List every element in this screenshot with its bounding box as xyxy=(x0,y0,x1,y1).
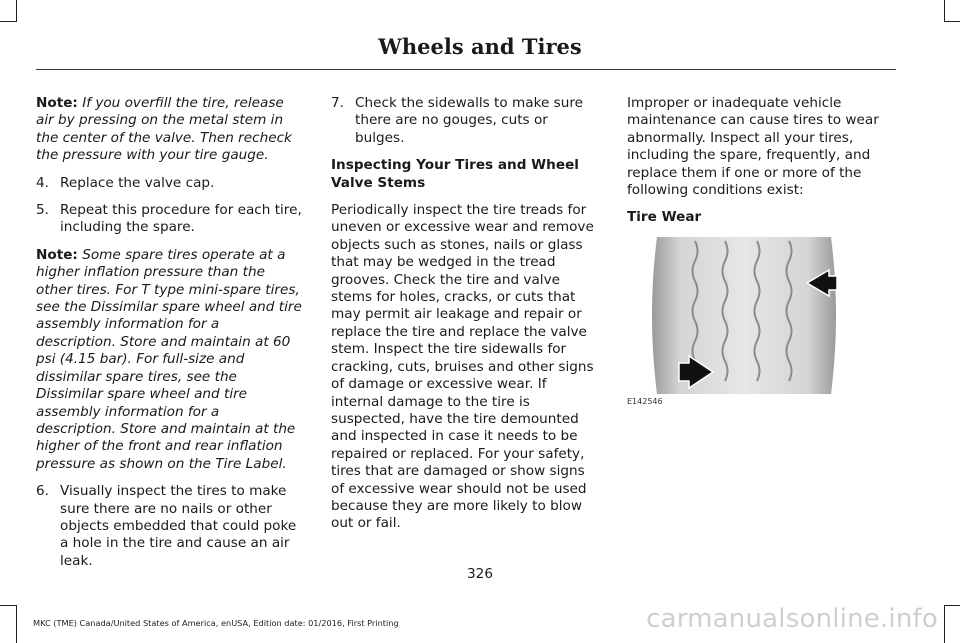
crop-mark xyxy=(0,605,17,606)
crop-mark xyxy=(944,605,945,643)
list-text: Visually inspect the tires to make sure there are no nails or other objects embedded that could poke a hole in the tire and cause an air leak. xyxy=(60,483,297,569)
list-item xyxy=(36,175,302,192)
section-heading: Tire Wear xyxy=(627,209,702,226)
list-text: Check the sidewalls to make sure there are no gouges, cuts or bulges. xyxy=(355,95,583,146)
body-paragraph: Periodically inspect the tire treads for uneven or excessive wear and remove objects such as stones, nails or glass that may be wedged in the tread grooves. Check the tire and valve stems for holes, cracks, or cuts that may permit air leakage and repair or replace the tire and replace the valve stem. Inspect the tire sidewalls for cracking, cuts, bruises and other signs of damage or excessive wear. If internal damage to the tire is suspected, have the tire demounted and inspected in case it needs to be repaired or replaced. For your safety, tires that are damaged or show signs of excessive wear should not be used because they are more likely to blow out or fail. xyxy=(331,202,594,532)
list-item xyxy=(331,95,601,147)
crop-mark xyxy=(0,21,17,22)
page-title: Wheels and Tires xyxy=(378,34,582,59)
crop-mark xyxy=(944,605,960,606)
column-3 xyxy=(627,95,889,237)
list-number: 7. xyxy=(331,95,344,111)
body-paragraph: Improper or inadequate vehicle maintenance can cause tires to wear abnormally. Inspect all your tires, including the spare, frequently, and replace them if one or more of the following conditions exist: xyxy=(627,95,879,199)
column-1 xyxy=(36,95,302,580)
crop-mark xyxy=(944,0,945,22)
list-text: Repeat this procedure for each tire, including the spare. xyxy=(60,202,302,236)
crop-mark xyxy=(16,0,17,22)
list-number: 6. xyxy=(36,483,49,500)
footer-text: MKC (TME) Canada/United States of America, enUSA, Edition date: 01/2016, First Printing xyxy=(33,618,399,628)
note-2 xyxy=(36,247,302,473)
note-label: Note: xyxy=(36,95,78,111)
note-label: Note: xyxy=(36,246,78,263)
list-item xyxy=(36,202,302,237)
header-divider xyxy=(36,69,896,70)
page-number: 326 xyxy=(467,566,493,582)
note-1 xyxy=(36,95,302,165)
watermark: carmanualsonline.info xyxy=(646,604,938,634)
section-heading: Inspecting Your Tires and Wheel Valve Stems xyxy=(331,157,579,191)
list-number: 5. xyxy=(36,202,49,219)
list-number: 4. xyxy=(36,174,49,191)
list-text: Replace the valve cap. xyxy=(60,174,215,191)
list-item xyxy=(36,483,302,570)
column-2 xyxy=(331,95,601,543)
crop-mark xyxy=(16,605,17,643)
note-text: If you overfill the tire, release air by pressing on the metal stem in the center of the valve. Then recheck the pressure with your tire gauge. xyxy=(36,95,292,164)
figure-label: E142546 xyxy=(627,397,663,406)
crop-mark xyxy=(944,21,960,22)
tire-wear-illustration xyxy=(647,237,841,394)
note-text: Some spare tires operate at a higher inflation pressure than the other tires. For T type mini-spare tires, see the Dissimilar spare wheel and tire assembly information for a description. Store and maintain at 60 psi (4.15 bar). For full-size and dissimilar spare tires, see the Dissimilar spare wheel and tire assembly information for a description. Store and maintain at the higher of the front and rear inflation pressure as shown on the Tire Label. xyxy=(36,246,302,472)
